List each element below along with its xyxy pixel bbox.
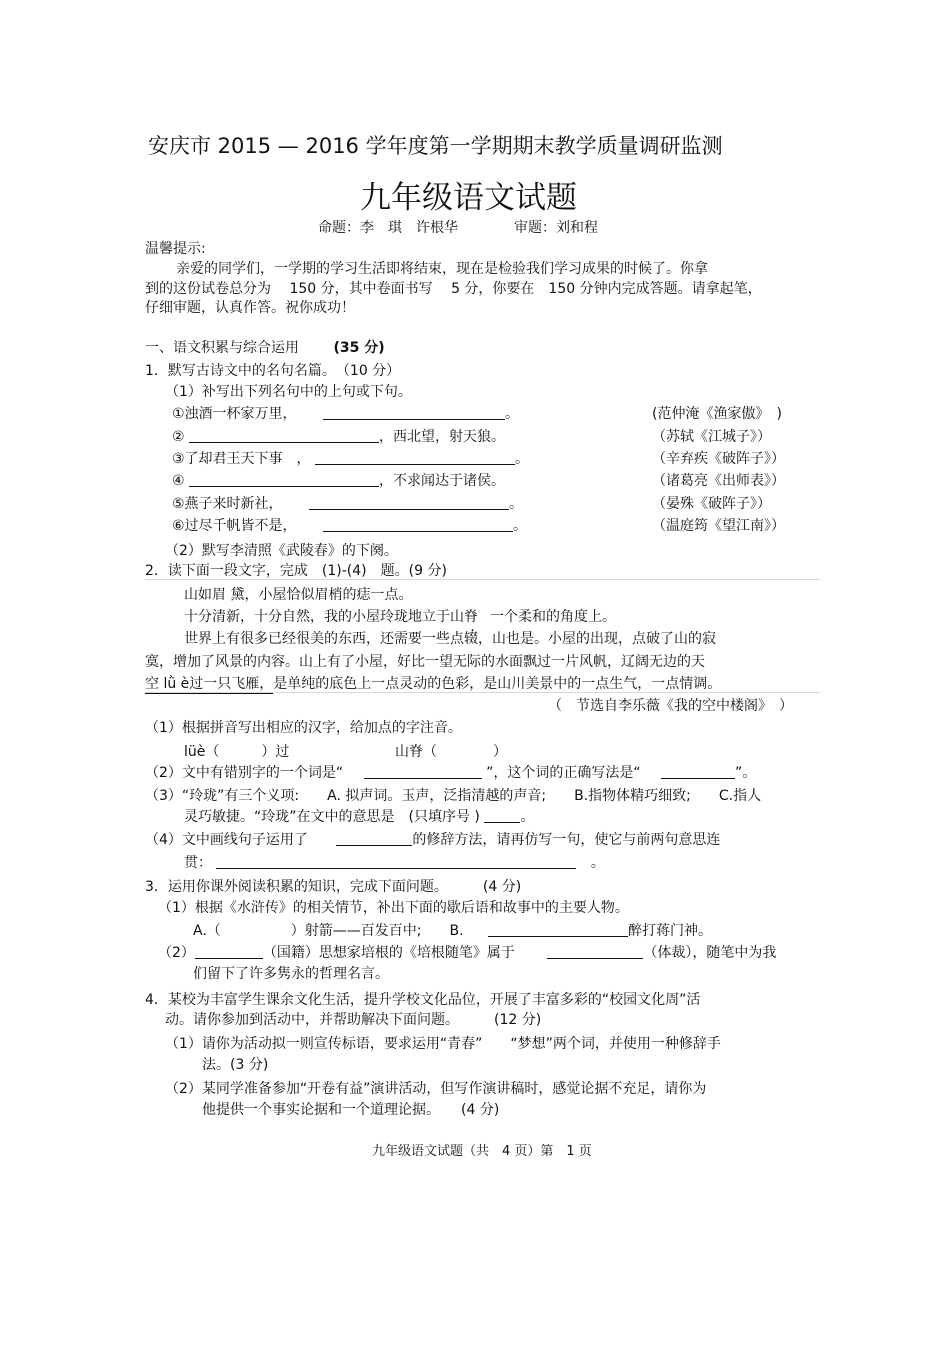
answer-blank[interactable] bbox=[189, 428, 379, 443]
question-sub: （3）“玲珑”有三个义项: A. 拟声词。玉声，泛指清越的声音; B.指物体精巧细致; C.指人 bbox=[145, 788, 762, 804]
answer-blank[interactable] bbox=[309, 495, 509, 510]
fill-prefix: ⑥过尽千帆皆不是， bbox=[172, 518, 297, 534]
pinyin-item: lüè（ ）过 bbox=[184, 744, 290, 760]
intro-line: 到的这份试卷总分为 150 分，其中卷面书写 5 分，你要在 150 分钟内完成答题。请拿起笔， bbox=[145, 281, 762, 297]
fill-suffix: ，不求闻达于诸侯。 bbox=[379, 473, 506, 489]
question-sub: （1）根据《水浒传》的相关情节，补出下面的歇后语和故事中的主要人物。 bbox=[158, 900, 629, 916]
question-sub: 他提供一个事实论据和一个道理论据。 (4 分) bbox=[202, 1102, 500, 1118]
question-sub: 法。(3 分) bbox=[202, 1057, 269, 1073]
passage-line: 世界上有很多已经很美的东西，还需要一些点辍，山也是。小屋的出现，点破了山的寂 bbox=[184, 631, 716, 647]
question-sub: （1）补写出下列名句中的上句或下句。 bbox=[165, 384, 412, 400]
sub-text: （2） bbox=[158, 945, 195, 961]
intro-line: 亲爱的同学们，一学期的学习生活即将结束，现在是检验我们学习成果的时候了。你拿 bbox=[176, 261, 708, 277]
passage-text: 是单纯的底色上一点灵动的色彩，是山川美景中的一点生气，一点情调。 bbox=[273, 676, 722, 692]
fill-suffix: 。 bbox=[515, 451, 530, 467]
answer-blank[interactable] bbox=[484, 808, 520, 823]
passage-source: （ 节选自李乐薇《我的空中楼阁》 ） bbox=[548, 698, 793, 714]
exam-authors: 命题：李 琪 许根华 审题：刘和程 bbox=[318, 220, 598, 236]
section-title bbox=[145, 337, 385, 357]
passage-line: 山如眉 黛，小屋恰似眉梢的痣一点。 bbox=[184, 587, 413, 603]
answer-blank[interactable] bbox=[488, 922, 628, 937]
intro-line: 仔细审题，认真作答。祝你成功！ bbox=[145, 300, 355, 316]
answer-blank[interactable] bbox=[661, 764, 735, 779]
sub-text: 醉打蒋门神。 bbox=[628, 923, 713, 939]
underlined-sentence: 过一只飞雁， bbox=[189, 676, 274, 692]
page-footer: 九年级语文试题（共 4 页）第 1 页 bbox=[372, 1144, 592, 1159]
passage-line bbox=[184, 606, 616, 626]
pinyin-item: 山脊（ ） bbox=[395, 744, 507, 760]
sub-text: （国籍）思想家培根的《培根随笔》属于 bbox=[262, 945, 515, 961]
passage-bottom-rule bbox=[145, 692, 820, 693]
question-sub: （1）根据拼音写出相应的汉字，给加点的字注音。 bbox=[145, 720, 462, 736]
question-sub bbox=[158, 942, 776, 962]
passage-line: 寞，增加了风景的内容。山上有了小屋，好比一望无际的水面飘过一片风帆，辽阔无边的天 bbox=[145, 654, 705, 670]
passage-text: 空 lǜ è bbox=[145, 676, 190, 692]
answer-blank[interactable] bbox=[315, 450, 515, 465]
exam-header-title: 安庆市 2015 — 2016 学年度第一学期期末教学质量调研监测 bbox=[148, 134, 723, 158]
answer-blank[interactable] bbox=[323, 517, 513, 532]
question-sub: （1）请你为活动拟一则宣传标语，要求运用“青春” “梦想”两个词，并使用一种修辞手 bbox=[165, 1036, 721, 1052]
poem-source: (范仲淹《渔家傲》 ) bbox=[652, 406, 782, 422]
dotted-char: 脊 bbox=[464, 609, 478, 625]
question-sub: （2）默写李清照《武陵春》的下阕。 bbox=[165, 543, 398, 559]
question-sub bbox=[184, 852, 605, 872]
question-sub: （2）某同学准备参加“开卷有益”演讲活动，但写作演讲稿时，感觉论据不充足，请你为 bbox=[165, 1081, 707, 1097]
answer-blank[interactable] bbox=[364, 764, 482, 779]
answer-blank[interactable] bbox=[195, 944, 263, 959]
poem-source: （苏轼《江城子》） bbox=[652, 429, 771, 445]
fill-suffix: 。 bbox=[505, 406, 520, 422]
question-sub bbox=[193, 920, 712, 940]
question-sub bbox=[145, 762, 756, 782]
poem-source: （温庭筠《望江南》） bbox=[652, 518, 785, 534]
fill-item bbox=[172, 470, 505, 490]
question-sub bbox=[184, 806, 534, 826]
sub-text: 的修辞方法，请再仿写一句，使它与前两句意思连 bbox=[412, 832, 721, 848]
answer-blank[interactable] bbox=[216, 854, 576, 869]
fill-item bbox=[172, 448, 529, 468]
fill-item bbox=[172, 403, 519, 423]
intro-label: 温馨提示: bbox=[145, 241, 206, 257]
fill-suffix: 。 bbox=[513, 518, 528, 534]
fill-item bbox=[172, 515, 527, 535]
fill-prefix: ② bbox=[172, 429, 185, 445]
sub-text: ”，这个词的正确写法是“ bbox=[486, 765, 641, 781]
exam-subject-title: 九年级语文试题 bbox=[360, 180, 577, 216]
passage-line bbox=[145, 673, 721, 693]
question-stem: 3．运用你课外阅读积累的知识，完成下面问题。 (4 分) bbox=[145, 879, 522, 895]
fill-suffix: ，西北望，射天狼。 bbox=[379, 429, 506, 445]
fill-item bbox=[172, 426, 505, 446]
answer-blank[interactable] bbox=[547, 944, 643, 959]
passage-text: 一个柔和的角度上。 bbox=[490, 609, 616, 625]
question-sub: 们留下了许多隽永的哲理名言。 bbox=[193, 966, 389, 982]
sub-text: （体裁），随笔中为我 bbox=[643, 945, 777, 961]
sub-text: 贯： bbox=[184, 855, 212, 871]
fill-prefix: ⑤燕子来时新社， bbox=[172, 496, 283, 512]
sub-text: 。 bbox=[520, 809, 535, 825]
fill-suffix: 。 bbox=[509, 496, 524, 512]
fill-prefix: ①浊酒一杯家万里， bbox=[172, 406, 297, 422]
question-stem: 1．默写古诗文中的名句名篇。 （10 分） bbox=[145, 363, 401, 379]
fill-prefix: ③了却君王天下事 ， bbox=[172, 451, 311, 467]
section-score: (35 分) bbox=[333, 340, 385, 356]
question-sub bbox=[145, 829, 720, 849]
section-title-text: 一、语文积累与综合运用 bbox=[145, 340, 299, 356]
sub-text: （2）文中有错别字的一个词是“ bbox=[145, 765, 344, 781]
fill-prefix: ④ bbox=[172, 473, 185, 489]
poem-source: （辛弃疾《破阵子》） bbox=[652, 451, 785, 467]
sub-text: 。 bbox=[590, 855, 605, 871]
sub-text: （4）文中画线句子运用了 bbox=[145, 832, 308, 848]
sub-text: 灵巧敏捷。“玲珑”在文中的意思是 (只填序号 ) bbox=[184, 809, 480, 825]
passage-top-rule bbox=[145, 579, 820, 580]
answer-blank[interactable] bbox=[323, 405, 505, 420]
answer-blank[interactable] bbox=[336, 831, 412, 846]
sub-text: A.（ ）射箭——百发百中; B. bbox=[193, 923, 464, 939]
fill-item bbox=[172, 493, 523, 513]
question-stem: 动。请你参加到活动中，并帮助解决下面问题。 (12 分) bbox=[165, 1012, 542, 1028]
sub-text: ”。 bbox=[735, 765, 757, 781]
question-stem: 2．读下面一段文字，完成 (1)-(4) 题。(9 分) bbox=[145, 563, 447, 579]
question-stem: 4．某校为丰富学生课余文化生活，提升学校文化品位，开展了丰富多彩的“校园文化周”活 bbox=[145, 992, 701, 1008]
passage-text: 十分清新，十分自然，我的小屋玲珑地立于山 bbox=[184, 609, 464, 625]
poem-source: （诸葛亮《出师表》） bbox=[652, 473, 785, 489]
poem-source: （晏殊《破阵子》） bbox=[652, 496, 771, 512]
answer-blank[interactable] bbox=[189, 472, 379, 487]
